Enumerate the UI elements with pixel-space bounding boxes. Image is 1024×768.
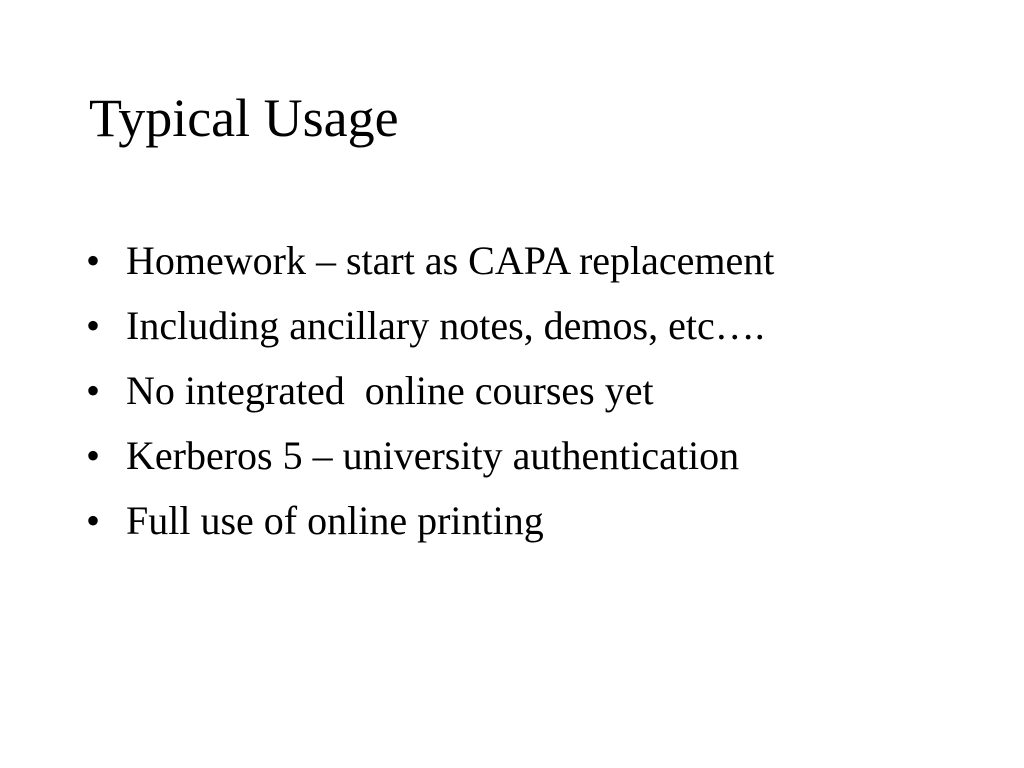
bullet-icon: •	[86, 497, 101, 543]
bullet-item-printing	[86, 488, 986, 553]
bullet-icon: •	[86, 432, 101, 478]
bullet-icon: •	[86, 367, 101, 413]
bullet-list	[86, 228, 986, 553]
bullet-text: No integrated online courses yet	[126, 367, 654, 413]
bullet-text: Full use of online printing	[126, 497, 544, 543]
bullet-text: Kerberos 5 – university authentication	[126, 432, 740, 478]
bullet-item-online-courses	[86, 358, 986, 423]
bullet-text: Homework – start as CAPA replacement	[126, 237, 775, 283]
bullet-item-kerberos	[86, 423, 986, 488]
bullet-icon: •	[86, 302, 101, 348]
bullet-item-homework	[86, 228, 986, 293]
bullet-text: Including ancillary notes, demos, etc….	[126, 302, 765, 348]
bullet-item-ancillary	[86, 293, 986, 358]
slide-title: Typical Usage	[89, 88, 399, 148]
bullet-icon: •	[86, 237, 101, 283]
